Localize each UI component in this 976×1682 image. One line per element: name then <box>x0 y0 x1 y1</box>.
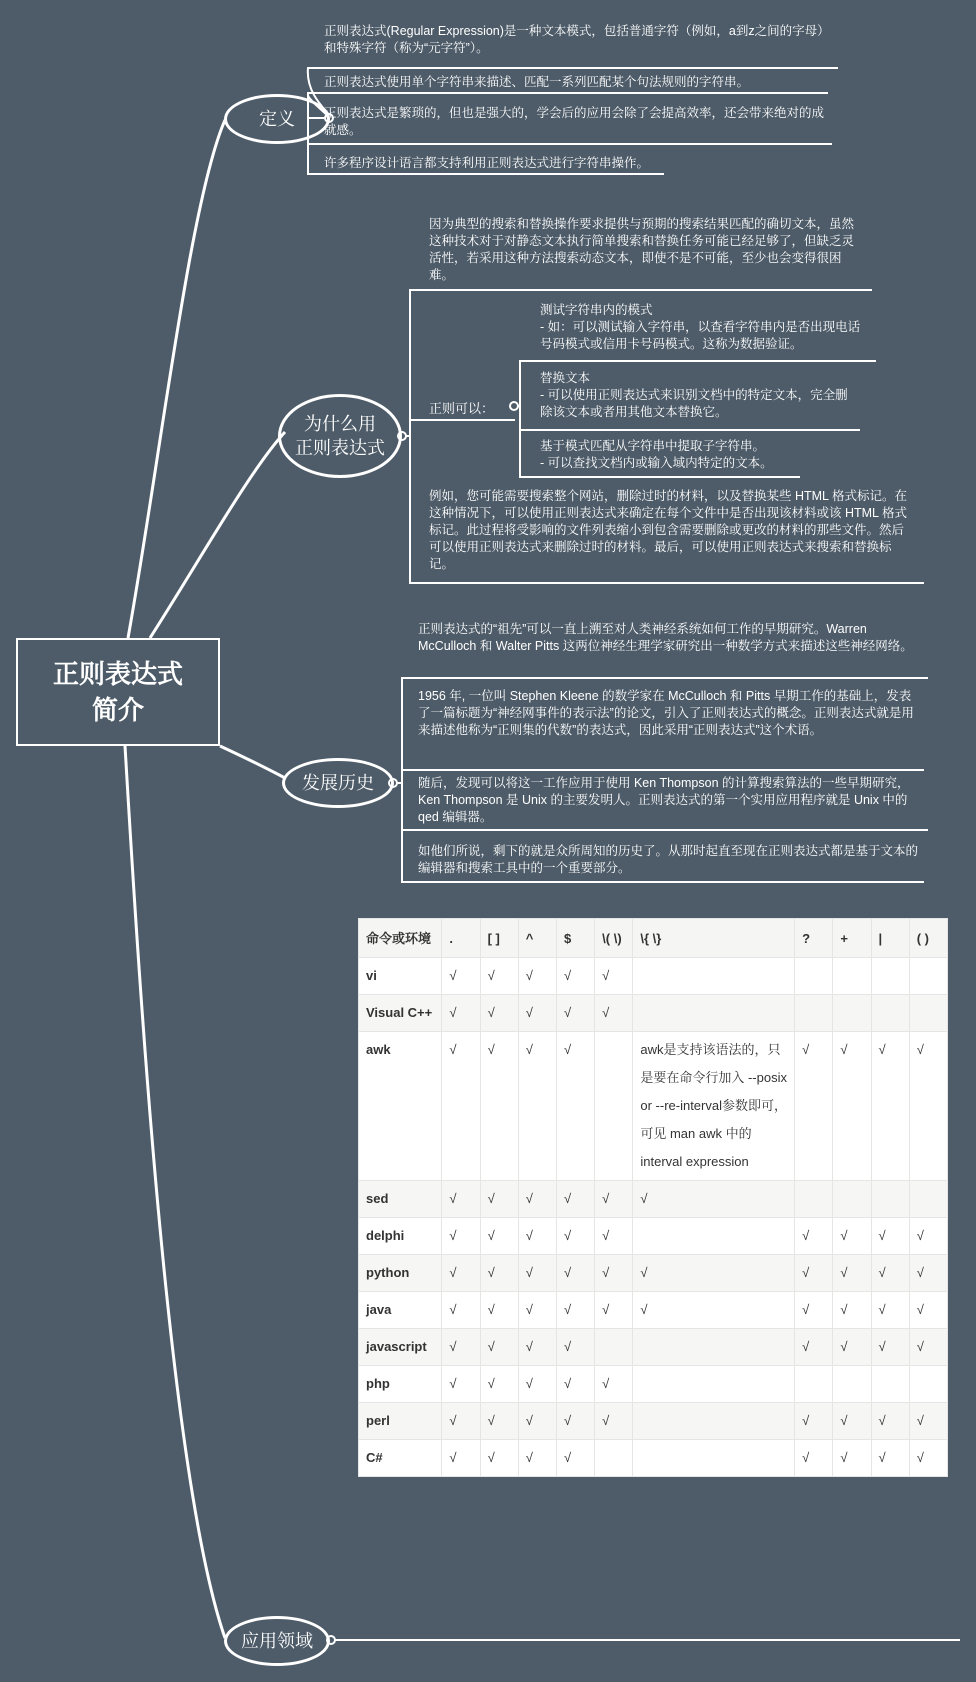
table-cell <box>871 1366 909 1403</box>
definition-item: 正则表达式是繁琐的，但也是强大的，学会后的应用会除了会提高效率，还会带来绝对的成就感。 <box>324 106 825 137</box>
table-cell: √ <box>595 1292 633 1329</box>
table-cell: √ <box>556 1218 594 1255</box>
root-topic[interactable] <box>16 638 220 746</box>
table-cell: √ <box>442 1292 480 1329</box>
table-cell: √ <box>480 1032 518 1181</box>
table-cell: √ <box>833 1403 871 1440</box>
table-header-row <box>359 919 948 958</box>
table-cell: √ <box>871 1292 909 1329</box>
table-cell <box>871 995 909 1032</box>
table-cell-command: java <box>359 1292 442 1329</box>
table-cell: √ <box>909 1440 947 1477</box>
table-cell: √ <box>556 1403 594 1440</box>
history-item: 如他们所说，剩下的就是众所周知的历史了。从那时起直至现在正则表达式都是基于文本的编辑器和搜索工具中的一个重要部分。 <box>418 844 919 875</box>
table-cell <box>595 1329 633 1366</box>
topic-definition[interactable] <box>224 94 330 144</box>
topic-history-label: 发展历史 <box>302 773 374 793</box>
table-cell: √ <box>480 958 518 995</box>
table-cell: √ <box>595 1366 633 1403</box>
why-intro: 因为典型的搜索和替换操作要求提供与预期的搜索结果匹配的确切文本，虽然这种技术对于对静态文本执行简单搜索和替换任务可能已经足够了，但缺乏灵活性，若采用这种方法搜索动态文本，即使不是不可能，至少也会变得很困难。 <box>429 217 855 282</box>
table-cell <box>633 1403 795 1440</box>
table-cell-command: Visual C++ <box>359 995 442 1032</box>
table-cell: √ <box>556 1181 594 1218</box>
table-cell: √ <box>518 1329 556 1366</box>
table-cell: √ <box>795 1329 833 1366</box>
table-cell-command: python <box>359 1255 442 1292</box>
branch-apps <box>125 746 225 1638</box>
table-cell-command: C# <box>359 1440 442 1477</box>
topic-why-line1: 为什么用 <box>304 414 376 434</box>
table-cell: √ <box>871 1032 909 1181</box>
topic-why-line2: 正则表达式 <box>295 438 385 458</box>
table-header: ( ) <box>909 919 947 958</box>
table-cell: √ <box>833 1292 871 1329</box>
table-cell: √ <box>795 1292 833 1329</box>
table-cell: √ <box>480 1292 518 1329</box>
table-cell: √ <box>518 958 556 995</box>
table-cell: √ <box>442 1032 480 1181</box>
table-cell <box>795 1181 833 1218</box>
table-row <box>359 1255 948 1292</box>
table-cell: √ <box>795 1440 833 1477</box>
table-cell: √ <box>871 1255 909 1292</box>
table-row <box>359 1440 948 1477</box>
table-cell <box>871 1181 909 1218</box>
history-item: 随后，发现可以将这一工作应用于使用 Ken Thompson 的计算搜索算法的一些早期研究，Ken Thompson 是 Unix 的主要发明人。正则表达式的第一个实用应用程序就是 Unix 中的 qed 编辑器。 <box>418 776 910 824</box>
table-cell: √ <box>556 958 594 995</box>
branch-why <box>150 432 285 638</box>
table-cell: √ <box>480 1255 518 1292</box>
table-cell: √ <box>480 995 518 1032</box>
table-cell <box>595 1032 633 1181</box>
table-cell <box>909 995 947 1032</box>
table-header: . <box>442 919 480 958</box>
table-cell: √ <box>556 1366 594 1403</box>
table-cell <box>633 1366 795 1403</box>
topic-history[interactable] <box>282 758 394 808</box>
table-cell <box>871 958 909 995</box>
table-cell: √ <box>480 1403 518 1440</box>
root-title-line1: 正则表达式 <box>52 659 183 689</box>
table-cell: √ <box>442 995 480 1032</box>
table-header: ^ <box>518 919 556 958</box>
table-cell: √ <box>871 1218 909 1255</box>
table-cell <box>833 995 871 1032</box>
table-cell: √ <box>909 1255 947 1292</box>
table-cell <box>795 958 833 995</box>
table-header: \( \) <box>595 919 633 958</box>
table-cell: √ <box>871 1329 909 1366</box>
table-cell: √ <box>480 1440 518 1477</box>
definition-item: 正则表达式(Regular Expression)是一种文本模式，包括普通字符（例如，a到z之间的字母）和特殊字符（称为“元字符”）。 <box>324 24 830 55</box>
table-cell: √ <box>633 1255 795 1292</box>
why-can-label: 正则可以： <box>429 401 495 416</box>
table-cell-command: php <box>359 1366 442 1403</box>
table-header: | <box>871 919 909 958</box>
table-cell: √ <box>833 1440 871 1477</box>
table-cell: √ <box>518 1403 556 1440</box>
table-header: $ <box>556 919 594 958</box>
table-cell <box>909 1366 947 1403</box>
table-cell-command: awk <box>359 1032 442 1181</box>
regex-support-table <box>358 918 948 1477</box>
table-cell: √ <box>595 1403 633 1440</box>
table-header: + <box>833 919 871 958</box>
table-cell: √ <box>909 1403 947 1440</box>
topic-apps[interactable] <box>224 1616 330 1666</box>
table-cell <box>633 1440 795 1477</box>
table-cell: √ <box>556 1255 594 1292</box>
table-cell: √ <box>556 1292 594 1329</box>
table-row <box>359 1181 948 1218</box>
table-cell <box>833 1366 871 1403</box>
table-row <box>359 1366 948 1403</box>
why-example: 例如，您可能需要搜索整个网站，删除过时的材料，以及替换某些 HTML 格式标记。在这种情况下，可以使用正则表达式来确定在每个文件中是否出现该材料或该 HTML 格式标记。此过程将受影响的文件列表缩小到包含需要删除或更改的材料的那些文件。然后可以使用正则表达式来删除过时的材料。最后，可以使用正则表达式来搜索和替换标记。 <box>429 489 908 571</box>
table-cell-command: perl <box>359 1403 442 1440</box>
table-cell: √ <box>518 1292 556 1329</box>
table-cell: √ <box>518 1366 556 1403</box>
why-can-item: 基于模式匹配从字符串中提取子字符串。 - 可以查找文档内或输入域内特定的文本。 <box>540 439 773 470</box>
why-can-item: 替换文本 - 可以使用正则表达式来识别文档中的特定文本，完全删除该文本或者用其他文本替换它。 <box>540 371 848 419</box>
table-cell: √ <box>871 1440 909 1477</box>
table-header: ? <box>795 919 833 958</box>
table-row <box>359 1329 948 1366</box>
table-cell: √ <box>556 995 594 1032</box>
table-row <box>359 1032 948 1181</box>
table-cell: √ <box>795 1255 833 1292</box>
table-cell: √ <box>518 1032 556 1181</box>
topic-definition-label: 定义 <box>259 109 295 129</box>
table-cell: √ <box>518 1181 556 1218</box>
table-cell: √ <box>556 1032 594 1181</box>
table-cell: √ <box>595 1181 633 1218</box>
table-cell: √ <box>480 1181 518 1218</box>
table-cell: √ <box>518 1440 556 1477</box>
topic-apps-label: 应用领域 <box>241 1631 313 1651</box>
table-cell <box>833 958 871 995</box>
table-cell: √ <box>833 1255 871 1292</box>
table-cell: √ <box>909 1292 947 1329</box>
table-cell: √ <box>595 995 633 1032</box>
table-cell <box>909 1181 947 1218</box>
definition-item: 正则表达式使用单个字符串来描述、匹配一系列匹配某个句法规则的字符串。 <box>324 75 750 89</box>
table-cell <box>595 1440 633 1477</box>
table-cell: √ <box>833 1032 871 1181</box>
definition-item: 许多程序设计语言都支持利用正则表达式进行字符串操作。 <box>324 156 650 170</box>
table-cell: √ <box>833 1329 871 1366</box>
table-row <box>359 958 948 995</box>
table-cell-command: sed <box>359 1181 442 1218</box>
table-cell: √ <box>795 1032 833 1181</box>
table-cell: √ <box>595 1255 633 1292</box>
table-row <box>359 995 948 1032</box>
table-cell-command: vi <box>359 958 442 995</box>
branch-definition <box>128 120 225 638</box>
table-cell-command: javascript <box>359 1329 442 1366</box>
table-cell <box>633 1218 795 1255</box>
table-cell: √ <box>480 1366 518 1403</box>
table-cell: √ <box>442 1440 480 1477</box>
table-cell: √ <box>871 1403 909 1440</box>
table-cell: awk是支持该语法的，只是要在命令行加入 --posix or --re-interval参数即可，可见 man awk 中的interval expression <box>633 1032 795 1181</box>
table-cell: √ <box>633 1292 795 1329</box>
table-cell: √ <box>909 1218 947 1255</box>
table-cell: √ <box>480 1329 518 1366</box>
topic-why[interactable] <box>278 394 402 478</box>
table-cell: √ <box>633 1181 795 1218</box>
table-cell: √ <box>442 1181 480 1218</box>
table-cell: √ <box>595 1218 633 1255</box>
table-row <box>359 1403 948 1440</box>
history-item: 正则表达式的“祖先”可以一直上溯至对人类神经系统如何工作的早期研究。Warren McCulloch 和 Walter Pitts 这两位神经生理学家研究出一种数学方式来描述这些神经网络。 <box>418 622 913 653</box>
table-header: [ ] <box>480 919 518 958</box>
root-title-line2: 简介 <box>91 695 144 725</box>
table-cell: √ <box>556 1440 594 1477</box>
table-cell: √ <box>442 1403 480 1440</box>
table-row <box>359 1292 948 1329</box>
table-cell <box>633 1329 795 1366</box>
history-item: 1956 年, 一位叫 Stephen Kleene 的数学家在 McCulloch 和 Pitts 早期工作的基础上，发表了一篇标题为“神经网事件的表示法”的论文，引入了正则表达式的概念。正则表达式就是用来描述他称为“正则集的代数”的表达式，因此采用“正则表达式”这个术语。 <box>418 689 914 737</box>
table-cell: √ <box>518 1218 556 1255</box>
table-cell <box>633 958 795 995</box>
table-cell <box>795 995 833 1032</box>
table-cell: √ <box>442 1255 480 1292</box>
table-cell <box>795 1366 833 1403</box>
table-cell: √ <box>442 1366 480 1403</box>
table-cell: √ <box>442 1329 480 1366</box>
table-cell: √ <box>833 1218 871 1255</box>
table-cell: √ <box>595 958 633 995</box>
table-cell: √ <box>518 1255 556 1292</box>
table-cell: √ <box>442 1218 480 1255</box>
table-cell: √ <box>518 995 556 1032</box>
table-cell: √ <box>480 1218 518 1255</box>
table-cell: √ <box>909 1329 947 1366</box>
table-cell-command: delphi <box>359 1218 442 1255</box>
table-header: \{ \} <box>633 919 795 958</box>
why-can-item: 测试字符串内的模式 - 如：可以测试输入字符串，以查看字符串内是否出现电话号码模式或信用卡号码模式。这称为数据验证。 <box>540 303 861 351</box>
table-cell <box>633 995 795 1032</box>
table-cell: √ <box>795 1403 833 1440</box>
branch-history <box>220 746 285 778</box>
table-cell: √ <box>795 1218 833 1255</box>
table-cell <box>909 958 947 995</box>
table-cell <box>833 1181 871 1218</box>
table-row <box>359 1218 948 1255</box>
table-cell: √ <box>909 1032 947 1181</box>
table-header: 命令或环境 <box>359 919 442 958</box>
table-cell: √ <box>442 958 480 995</box>
table-cell: √ <box>556 1329 594 1366</box>
